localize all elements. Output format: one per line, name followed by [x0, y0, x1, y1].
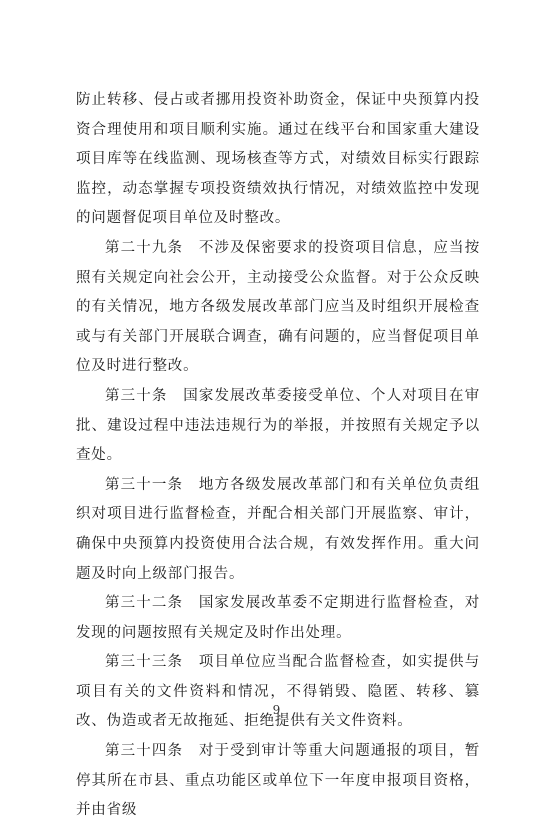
paragraph-article-32: 第三十二条 国家发展改革委不定期进行监督检查，对发现的问题按照有关规定及时作出处理。	[76, 595, 480, 641]
paragraph-article-34: 第三十四条 对于受到审计等重大问题通报的项目，暂停其所在市县、重点功能区或单位下一年度申报项目资格，并由省级	[76, 743, 480, 819]
paragraph-article-30: 第三十条 国家发展改革委接受单位、个人对项目在审批、建设过程中违法违规行为的举报，并按照有关规定予以查处。	[76, 387, 480, 464]
paragraph-continuation: 防止转移、侵占或者挪用投资补助资金，保证中央预算内投资合理使用和项目顺利实施。通过在线平台和国家重大建设项目库等在线监测、现场核查等方式，对绩效目标实行跟踪监控，动态掌握专项投资绩效执行情况，对绩效监控中发现的问题督促项目单位及时整改。	[76, 92, 480, 227]
paragraph-article-33: 第三十三条 项目单位应当配合监督检查，如实提供与项目有关的文件资料和情况，不得销毁、隐匿、转移、篡改、伪造或者无故拖延、拒绝提供有关文件资料。	[76, 654, 480, 730]
paragraph-article-29: 第二十九条 不涉及保密要求的投资项目信息，应当按照有关规定向社会公开，主动接受公众监督。对于公众反映的有关情况，地方各级发展改革部门应当及时组织开展检查或与有关部门开展联合调查，确有问题的，应当督促项目单位及时进行整改。	[76, 239, 480, 375]
paragraph-article-31: 第三十一条 地方各级发展改革部门和有关单位负责组织对项目进行监督检查，并配合相关部门开展监察、审计，确保中央预算内投资使用合法合规，有效发挥作用。重大问题及时向上级部门报告。	[76, 476, 480, 582]
page-number: 9	[272, 703, 281, 717]
